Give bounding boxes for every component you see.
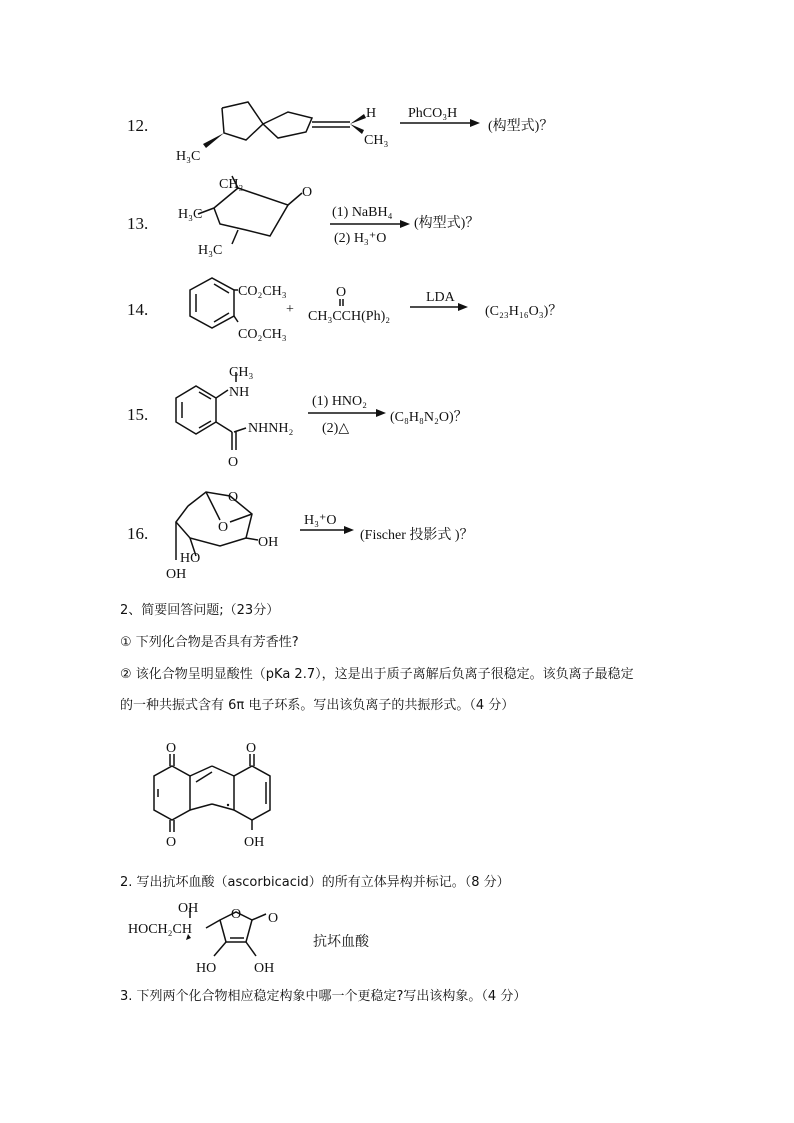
q15-nh: NH [229, 385, 250, 400]
q13-reagent2: (2) H₃⁺O [334, 231, 387, 246]
section2-item2-line1: ② 该化合物呈明显酸性（pKa 2.7），这是出于质子离解后负离子很稳定。该负离子最稳定 [120, 667, 634, 682]
q15-nhnh2: NHNH₂ [248, 421, 294, 436]
q12-h3c-label: H₃C [176, 149, 201, 164]
fluorene-oh: OH [244, 835, 265, 850]
section2-q3: 3. 下列两个化合物相应稳定构象中哪一个更稳定?写出该构象。（4 分） [120, 989, 527, 1004]
q14-plus: + [286, 302, 294, 317]
ascorbic-oh-top: OH [178, 901, 199, 916]
q12-h-label: H [366, 106, 377, 121]
q15-reagent2: (2)△ [322, 421, 350, 436]
question-number-12: 12. [127, 116, 149, 135]
q15-result: (C₈H₈N₂O)？ [390, 410, 468, 425]
fluorene-o-bl: O [166, 835, 177, 850]
ascorbic-ho: HO [196, 961, 217, 976]
q16-oh1: OH [258, 535, 279, 550]
ascorbic-hoch2ch: HOCH₂CH [128, 922, 192, 937]
q12-result: (构型式)？ [488, 119, 554, 134]
q13-ch3-top: CH₃ [219, 177, 244, 192]
q14-co2ch3-bottom: CO₂CH₃ [238, 327, 287, 342]
ascorbic-acid-name: 抗坏血酸 [313, 934, 369, 950]
q16-o2: O [218, 520, 229, 535]
fluorene-o-tl: O [166, 741, 177, 756]
q16-ho: HO [180, 551, 201, 566]
question-number-13: 13. [127, 214, 149, 233]
q15-reagent1: (1) HNO₂ [312, 394, 368, 409]
section2-q2: 2. 写出抗坏血酸（ascorbicacid）的所有立体异构并标记。（8 分） [120, 875, 510, 890]
q16-result: (Fischer 投影式 )？ [360, 528, 474, 543]
fluorene-o-tr: O [246, 741, 257, 756]
q12-ch3-label: CH₃ [364, 133, 389, 148]
q16-o1: O [228, 490, 239, 505]
ascorbic-o-keto: O [268, 911, 279, 926]
q14-result: (C₂₃H₁₆O₃)？ [485, 304, 563, 319]
q14-reagent: LDA [426, 290, 455, 305]
question-number-15: 15. [127, 405, 149, 424]
q13-result: (构型式)？ [414, 216, 480, 231]
q14-ketone: CH₃CCH(Ph)₂ [308, 309, 391, 324]
question-number-16: 16. [127, 524, 149, 543]
q15-o: O [228, 455, 239, 470]
q13-reagent1: (1) NaBH₄ [332, 205, 393, 220]
q15-ch3: CH₃ [229, 365, 254, 380]
ascorbic-o-ring: O [231, 907, 242, 922]
ascorbic-oh: OH [254, 961, 275, 976]
question-number-14: 14. [127, 300, 149, 319]
q13-h3c-bottom: H₃C [198, 243, 223, 258]
q13-h3c-left: H₃C [178, 207, 203, 222]
section2-item1: ① 下列化合物是否具有芳香性? [120, 635, 299, 650]
q16-oh2: OH [166, 567, 187, 582]
section2-heading: 2、简要回答问题;（23分） [120, 603, 280, 618]
q14-ketone-o: O [336, 285, 347, 300]
q13-o: O [302, 185, 313, 200]
q12-reagent: PhCO₃H [408, 106, 458, 121]
q14-co2ch3-top: CO₂CH₃ [238, 284, 287, 299]
q16-reagent: H₃⁺O [304, 513, 337, 528]
section2-item2-line2: 的一种共振式含有 6π 电子环系。写出该负离子的共振形式。（4 分） [120, 698, 515, 713]
